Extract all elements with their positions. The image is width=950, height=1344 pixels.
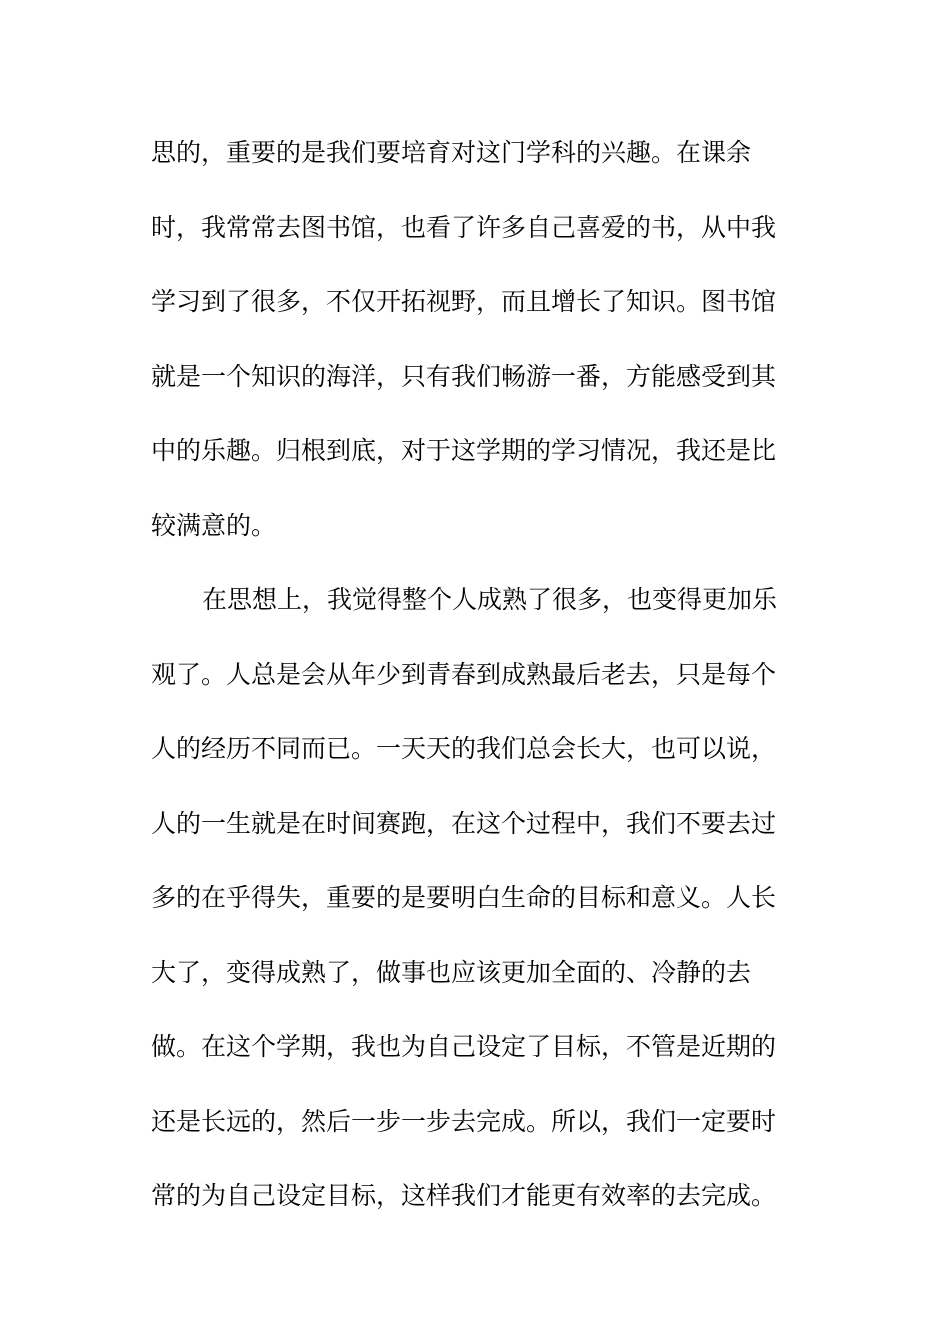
- text-line: 做。在这个学期，我也为自己设定了目标，不管是近期的: [151, 1032, 777, 1061]
- text-line: 学习到了很多，不仅开拓视野，而且增长了知识。图书馆: [151, 287, 777, 316]
- text-line: 大了，变得成熟了，做事也应该更加全面的、冷静的去: [151, 957, 752, 987]
- text-line: 常的为自己设定目标，这样我们才能更有效率的去完成。: [151, 1181, 777, 1210]
- text-line: 多的在乎得失，重要的是要明白生命的目标和意义。人长: [151, 883, 777, 912]
- text-line: 时，我常常去图书馆，也看了许多自己喜爱的书，从中我: [151, 212, 777, 242]
- paragraph-first-line: 在思想上，我觉得整个人成熟了很多，也变得更加乐: [202, 585, 778, 614]
- text-line: 就是一个知识的海洋，只有我们畅游一番，方能感受到其: [151, 361, 777, 391]
- text-line: 观了。人总是会从年少到青春到成熟最后老去，只是每个: [151, 659, 777, 689]
- text-line: 中的乐趣。归根到底，对于这学期的学习情况，我还是比: [151, 436, 777, 465]
- text-line: 较满意的。: [151, 510, 277, 540]
- text-line: 还是长远的，然后一步一步去完成。所以，我们一定要时: [151, 1106, 777, 1136]
- text-line: 人的经历不同而已。一天天的我们总会长大，也可以说，: [151, 734, 777, 763]
- text-line: 人的一生就是在时间赛跑，在这个过程中，我们不要去过: [151, 808, 777, 838]
- body-text: [151, 129, 801, 1247]
- text-line: 思的，重要的是我们要培育对这门学科的兴趣。在课余: [151, 138, 752, 167]
